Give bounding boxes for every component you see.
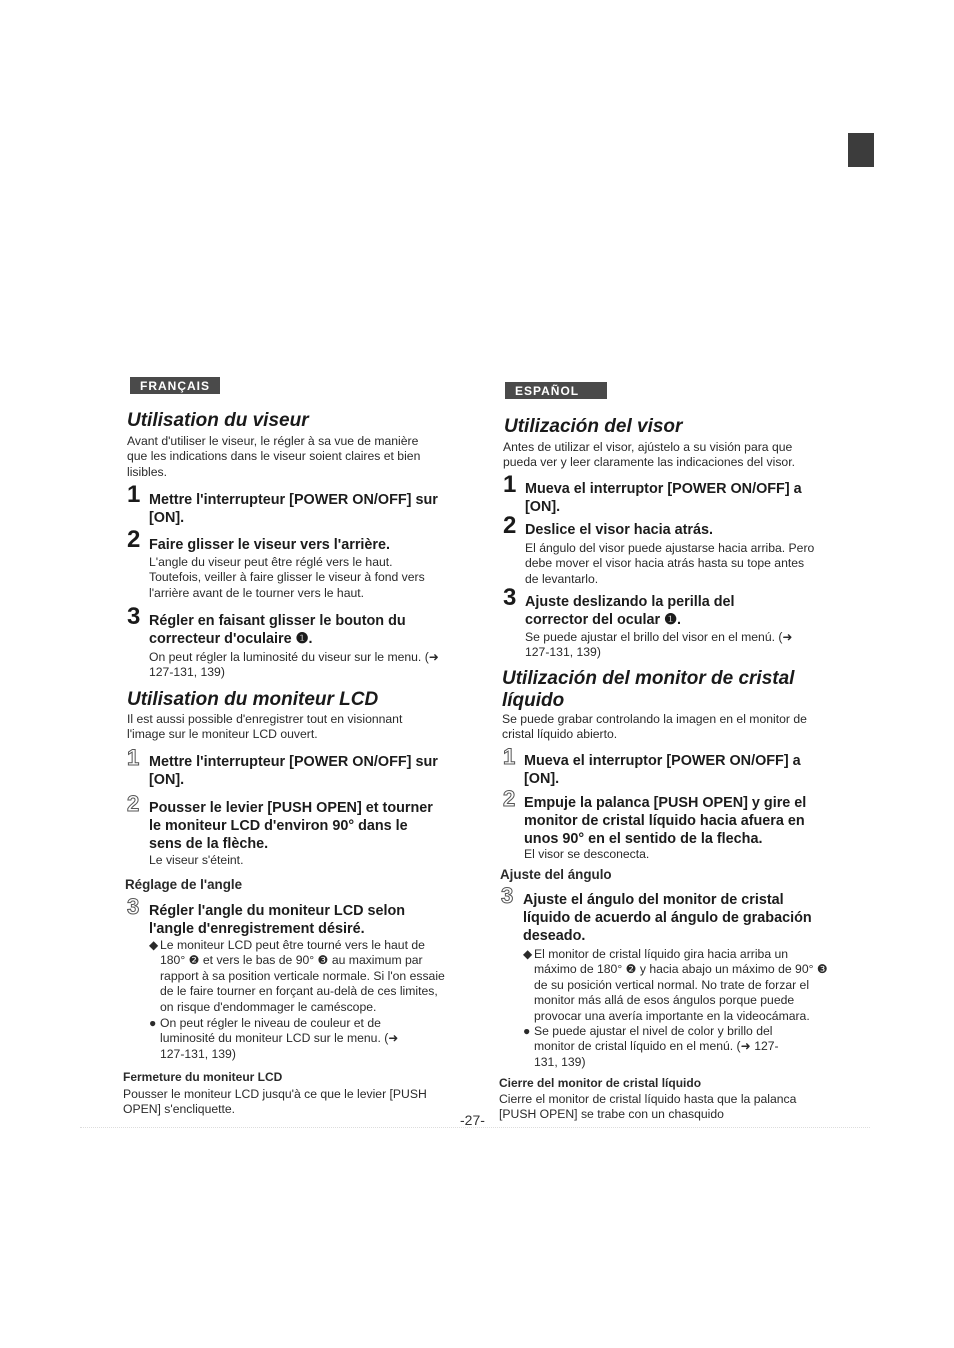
fr-step-2-text: Faire glisser le viseur vers l'arrière. [149,537,391,553]
page-tab-marker [848,133,874,167]
fr-step-1-text: Mettre l'interrupteur [POWER ON/OFF] sur [ON]. [149,492,438,526]
es-lcd-step-2-number: 2 [503,786,516,811]
es-viewfinder-intro: Antes de utilizar el visor, ajústelo a su visión para que pueda ver y leer claramente las indicaciones del visor. [503,440,795,470]
fr-bullet-2-text: On peut régler le niveau de couleur et de luminosité du moniteur LCD sur le menu. (➜ 127-131, 139) [160,1016,399,1061]
es-step-1-number: 1 [503,471,517,498]
es-step-1-text: Mueva el interruptor [POWER ON/OFF] a [ON]. [525,481,802,515]
fr-bullet-1-text: Le moniteur LCD peut être tourné vers le haut de 180° ❷ et vers le bas de 90° ❸ au maximum par rapport à sa position verticale normale. Si l'on essaie de le faire tourner en forçant au-delà de ces limites, on risque d'endommager le caméscope. [160,938,445,1014]
es-lcd-step-1-number: 1 [503,744,516,769]
es-close-text: Cierre el monitor de cristal líquido hasta que la palanca [PUSH OPEN] se trabe con un chasquido [499,1092,797,1122]
es-bullet-1-text: El monitor de cristal líquido gira hacia arriba un máximo de 180° ❷ y hacia abajo un máximo de 90° ❸ de su posición vertical normal. No trate de forzar el monitor más allá de esos ángulos porque puede provocar una avería importante en la videocámara. [534,947,828,1023]
es-viewfinder-title: Utilización del visor [504,416,683,437]
fr-lcd-step-2-text: Pousser le levier [PUSH OPEN] et tourner le moniteur LCD d'environ 90° dans le sens de la flèche. [149,800,433,852]
fr-step-3-note: On peut régler la luminosité du viseur sur le menu. (➜ 127-131, 139) [149,650,439,680]
es-lcd-step-3-text: Ajuste el ángulo del monitor de cristal líquido de acuerdo al ángulo de grabación deseado. [523,892,812,944]
fr-lcd-step-1-number: 1 [127,745,140,770]
es-angle-subtitle: Ajuste del ángulo [500,867,612,882]
fr-bullet-1 [149,938,449,1015]
fr-close-text: Pousser le moniteur LCD jusqu'à ce que le levier [PUSH OPEN] s'encliquette. [123,1087,427,1117]
french-section-badge: FRANÇAIS [130,377,220,394]
fr-step-3-text: Régler en faisant glisser le bouton du correcteur d'oculaire ❶. [149,613,406,647]
fr-lcd-step-2-note: Le viseur s'éteint. [149,853,244,867]
es-step-3-text: Ajuste deslizando la perilla del corrector del ocular ❶. [525,594,735,628]
es-lcd-intro: Se puede grabar controlando la imagen en el monitor de cristal líquido abierto. [502,712,807,742]
fr-step-2-number: 2 [127,526,141,553]
fr-viewfinder-intro: Avant d'utiliser le viseur, le régler à sa vue de manière que les indications dans le viseur soient claires et bien lisibles. [127,434,421,479]
es-bullet-2-text: Se puede ajustar el nivel de color y brillo del monitor de cristal líquido en el menú. (➜ 127-131, 139) [534,1024,779,1069]
es-step-3-note: Se puede ajustar el brillo del visor en el menú. (➜ 127-131, 139) [525,630,793,660]
fr-lcd-step-1-text: Mettre l'interrupteur [POWER ON/OFF] sur [ON]. [149,754,438,788]
bullet-icon: ● [523,1024,531,1038]
bullet-icon: ● [149,1016,157,1030]
es-lcd-step-3-number: 3 [501,883,514,908]
spanish-section-badge: ESPAÑOL [505,382,607,399]
bullet-icon: ◆ [149,938,159,952]
es-step-3-number: 3 [503,584,517,611]
fr-step-2-note: L'angle du viseur peut être réglé vers le haut. Toutefois, veiller à faire glisser le viseur à fond vers l'arrière avant de le tourner vers le haut. [149,555,425,600]
es-close-subtitle: Cierre del monitor de cristal líquido [499,1076,702,1090]
es-lcd-step-1-text: Mueva el interruptor [POWER ON/OFF] a [ON]. [524,753,801,787]
es-lcd-step-2-note: El visor se desconecta. [524,847,650,861]
fr-step-3-number: 3 [127,603,141,630]
es-lcd-title: Utilización del monitor de cristal líquido [502,668,795,711]
fr-lcd-step-3-text: Régler l'angle du moniteur LCD selon l'angle d'enregistrement désiré. [149,903,406,937]
fr-step-1-number: 1 [127,481,141,508]
page-number: -27- [460,1112,485,1128]
fr-bullet-2 [149,1016,444,1062]
fr-lcd-title: Utilisation du moniteur LCD [127,689,379,710]
bottom-divider [80,1127,870,1128]
es-step-2-note: El ángulo del visor puede ajustarse hacia arriba. Pero debe mover el visor hacia atrás hasta su tope antes de levantarlo. [525,541,815,586]
es-step-2-number: 2 [503,512,517,539]
fr-angle-subtitle: Réglage de l'angle [125,877,243,892]
fr-lcd-intro: Il est aussi possible d'enregistrer tout en visionnant l'image sur le moniteur LCD ouvert. [127,712,403,742]
es-step-2-text: Deslice el visor hacia atrás. [525,522,713,538]
fr-close-subtitle: Fermeture du moniteur LCD [123,1070,283,1084]
es-lcd-step-2-text: Empuje la palanca [PUSH OPEN] y gire el monitor de cristal líquido hacia afuera en unos 90° en el sentido de la flecha. [524,795,807,847]
fr-viewfinder-title: Utilisation du viseur [127,410,309,431]
fr-lcd-step-2-number: 2 [127,791,140,816]
bullet-icon: ◆ [523,947,533,961]
es-bullet-2 [523,1024,823,1070]
fr-lcd-step-3-number: 3 [127,894,140,919]
es-bullet-1 [523,947,828,1024]
